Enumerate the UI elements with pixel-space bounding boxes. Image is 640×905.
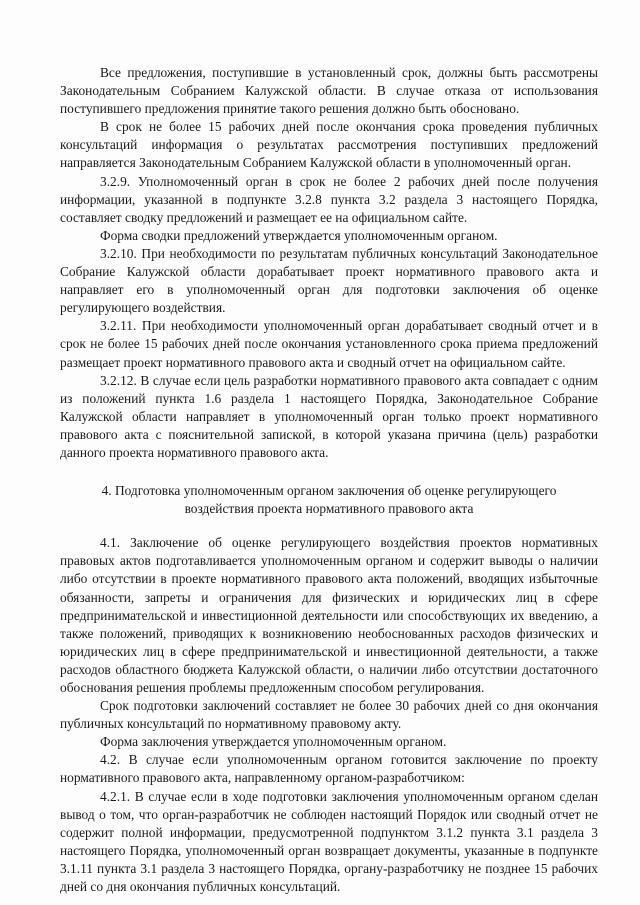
paragraph-3-2-12: 3.2.12. В случае если цель разработки нормативного правового акта совпадает с одним из положений пункта 1.6 раздела 1 настоящего Порядка, Законодательное Собрание Калужской области направляет в уполномоченный орган только проект нормативного правового акта с пояснительной запиской, в которой указана причина (цель) разработки данного проекта нормативного правового акта. xyxy=(60,372,598,460)
paragraph-conclusion-form: Форма заключения утверждается уполномоченным органом. xyxy=(100,734,447,750)
paragraph-proposals-review: Все предложения, поступившие в установленный срок, должны быть рассмотрены Законодательным Собранием Калужской области. В случае отказа от использования поступившего предложения принятие такого решения должно быть обосновано. xyxy=(60,65,598,117)
paragraph-review-results: В срок не более 15 рабочих дней после окончания срока проведения публичных консультаций информация о результатах рассмотрения поступивших предложений направляется Законодательным Собранием Калужской области в уполномоченный орган. xyxy=(60,119,598,171)
paragraph-3-2-10: 3.2.10. При необходимости по результатам публичных консультаций Законодательное Собрание Калужской области дорабатывает проект нормативного правового акта и направляет его в уполномоченный орган для подготовки заключения об оценке регулирующего воздействия. xyxy=(60,245,598,316)
paragraph-4-2: 4.2. В случае если уполномоченным органом готовится заключение по проекту нормативного правового акта, направленному органом-разработчиком: xyxy=(60,752,598,786)
paragraph-4-1: 4.1. Заключение об оценке регулирующего воздействия проектов нормативных правовых актов подготавливается уполномоченным органом и содержит выводы о наличии либо отсутствии в проекте нормативного правового акта положений, вводящих избыточные обязанности, запреты и ограничения для физических и юридических лиц в сфере предпринимательской и инвестиционной деятельности или способствующих их введению, а также положений, приводящих к возникновению необоснованных расходов физических и юридических лиц в сфере предпринимательской и инвестиционной деятельности, а также расходов областного бюджета Калужской области, о наличии либо отсутствии достаточного обоснования решения проблемы предложенным способом регулирования. xyxy=(60,535,598,695)
paragraph-summary-form: Форма сводки предложений утверждается уполномоченным органом. xyxy=(100,227,498,243)
paragraph-3-2-9: 3.2.9. Уполномоченный орган в срок не более 2 рабочих дней после получения информации, указанной в подпункте 3.2.8 пункта 3.2 раздела 3 настоящего Порядка, составляет сводку предложений и размещает ее на официальном сайте. xyxy=(60,173,598,225)
paragraph-conclusion-term: Срок подготовки заключений составляет не более 30 рабочих дней со дня окончания публичных консультаций по нормативному правовому акту. xyxy=(60,698,598,732)
paragraph-4-2-1: 4.2.1. В случае если в ходе подготовки заключения уполномоченным органом сделан вывод о том, что орган-разработчик не соблюден настоящий Порядок или сводный отчет не содержит полной информации, предусмотренной подпунктом 3.1.2 пункта 3.1 раздела 3 настоящего Порядка, уполномоченный орган возвращает документы, указанные в подпункте 3.1.11 пункта 3.1 раздела 3 настоящего Порядка, органу-разработчику не позднее 15 рабочих дней со дня окончания публичных консультаций. xyxy=(60,788,598,895)
paragraph-3-2-11: 3.2.11. При необходимости уполномоченный орган дорабатывает сводный отчет и в срок не более 15 рабочих дней после окончания установленного срока приема предложений размещает проект нормативного правового акта и сводный отчет на официальном сайте. xyxy=(60,318,598,370)
section-heading: 4. Подготовка уполномоченным органом заключения об оценке регулирующего воздействия проекта нормативного правового акта xyxy=(101,483,557,517)
document-body xyxy=(60,64,598,896)
